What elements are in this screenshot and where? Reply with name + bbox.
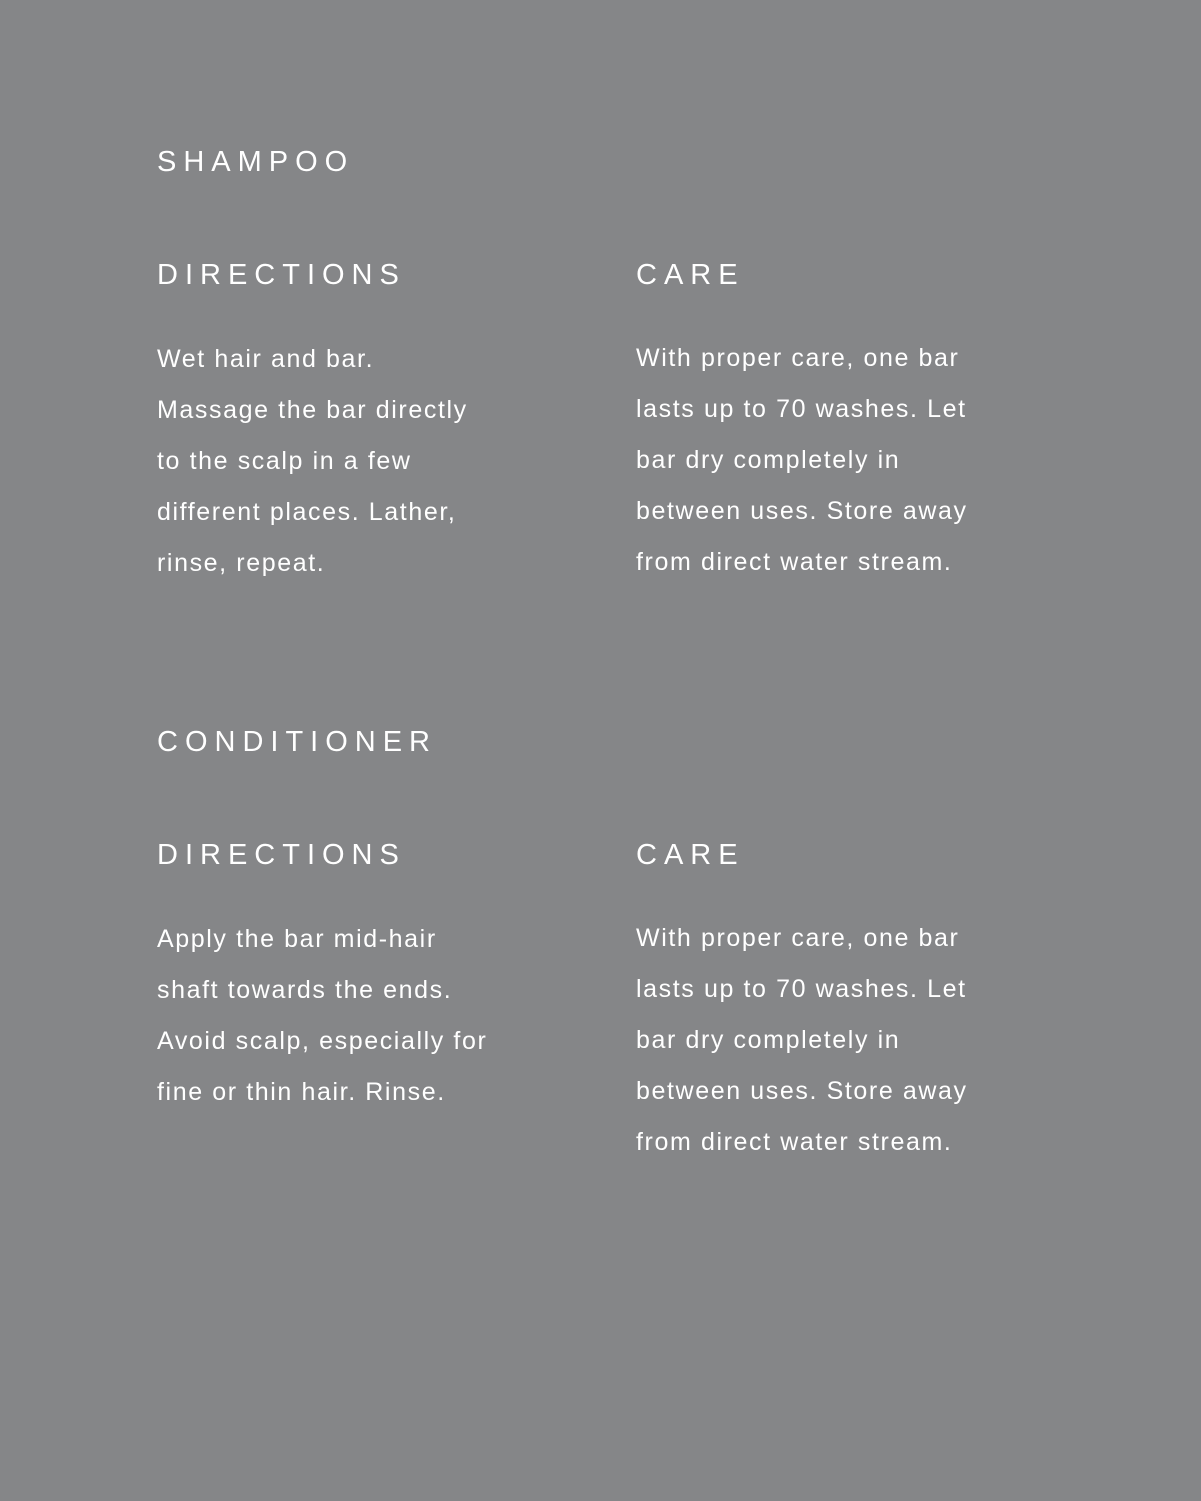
text-line: With proper care, one bar [636, 924, 960, 952]
text-line: Apply the bar mid-hair [157, 925, 437, 953]
directions-heading: DIRECTIONS [157, 839, 406, 871]
text-line: shaft towards the ends. [157, 976, 453, 1004]
text-line: Massage the bar directly [157, 396, 468, 424]
care-text [636, 333, 968, 588]
care-text [636, 913, 968, 1168]
text-line: rinse, repeat. [157, 549, 326, 577]
directions-heading: DIRECTIONS [157, 259, 406, 291]
text-line: bar dry completely in [636, 1026, 901, 1054]
care-heading: CARE [636, 259, 745, 291]
text-line: Avoid scalp, especially for [157, 1027, 488, 1055]
text-line: from direct water stream. [636, 1128, 953, 1156]
text-line: Wet hair and bar. [157, 345, 375, 373]
text-line: lasts up to 70 washes. Let [636, 975, 967, 1003]
text-line: to the scalp in a few [157, 447, 412, 475]
text-line: from direct water stream. [636, 548, 953, 576]
text-line: different places. Lather, [157, 498, 457, 526]
text-line: With proper care, one bar [636, 344, 960, 372]
text-line: lasts up to 70 washes. Let [636, 395, 967, 423]
care-heading: CARE [636, 839, 745, 871]
product-title-shampoo: SHAMPOO [157, 146, 355, 178]
product-title-conditioner: CONDITIONER [157, 726, 437, 758]
directions-text [157, 914, 487, 1118]
text-line: fine or thin hair. Rinse. [157, 1078, 446, 1106]
text-line: bar dry completely in [636, 446, 901, 474]
text-line: between uses. Store away [636, 1077, 968, 1105]
directions-text [157, 334, 468, 589]
text-line: between uses. Store away [636, 497, 968, 525]
